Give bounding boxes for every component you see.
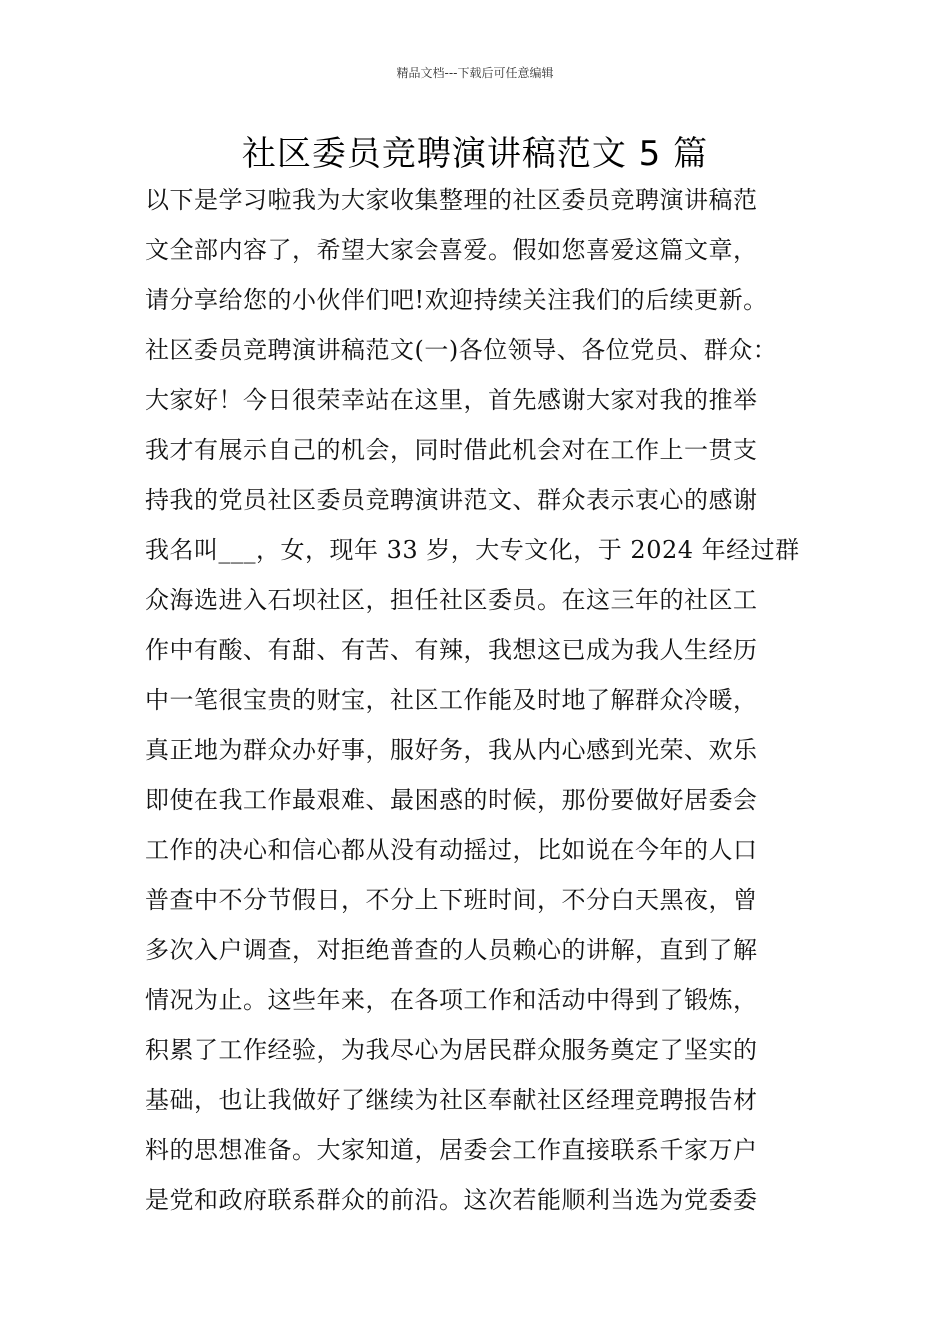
- body-line: 文全部内容了，希望大家会喜爱。假如您喜爱这篇文章，: [145, 236, 758, 264]
- document-body: [145, 178, 810, 1228]
- body-line: 即使在我工作最艰难、最困惑的时候，那份要做好居委会: [145, 786, 758, 814]
- body-line: 请分享给您的小伙伴们吧!欢迎持续关注我们的后续更新。: [145, 286, 768, 314]
- body-line: 多次入户调查，对拒绝普查的人员赖心的讲解，直到了解: [145, 936, 758, 964]
- body-line: 工作的决心和信心都从没有动摇过，比如说在今年的人口: [145, 836, 758, 864]
- body-line: 中一笔很宝贵的财宝，社区工作能及时地了解群众冷暖，: [145, 686, 758, 714]
- body-line: 情况为止。这些年来，在各项工作和活动中得到了锻炼，: [145, 986, 758, 1014]
- body-line: 社区委员竞聘演讲稿范文(一)各位领导、各位党员、群众：: [145, 336, 778, 364]
- body-line: 普查中不分节假日，不分上下班时间，不分白天黑夜，曾: [145, 886, 758, 914]
- body-line: 我才有展示自己的机会，同时借此机会对在工作上一贯支: [145, 436, 758, 464]
- body-line: 基础，也让我做好了继续为社区奉献社区经理竞聘报告材: [145, 1086, 758, 1114]
- body-line: 持我的党员社区委员竞聘演讲范文、群众表示衷心的感谢: [145, 486, 758, 514]
- body-line: 作中有酸、有甜、有苦、有辣，我想这已成为我人生经历: [145, 636, 758, 664]
- body-line: 是党和政府联系群众的前沿。这次若能顺利当选为党委委: [145, 1186, 758, 1214]
- header-note: 精品文档---下载后可任意编辑: [396, 66, 554, 80]
- body-line: 众海选进入石坝社区，担任社区委员。在这三年的社区工: [145, 586, 758, 614]
- body-line: 以下是学习啦我为大家收集整理的社区委员竞聘演讲稿范: [145, 186, 758, 214]
- body-line: 积累了工作经验，为我尽心为居民群众服务奠定了坚实的: [145, 1036, 758, 1064]
- body-line: 料的思想准备。大家知道，居委会工作直接联系千家万户: [145, 1136, 758, 1164]
- document-title: 社区委员竞聘演讲稿范文 5 篇: [241, 134, 709, 174]
- body-line: 真正地为群众办好事，服好务，我从内心感到光荣、欢乐: [145, 736, 758, 764]
- body-line: 大家好！今日很荣幸站在这里，首先感谢大家对我的推举: [145, 386, 758, 414]
- body-line: 我名叫___，女，现年 33 岁，大专文化，于 2024 年经过群: [145, 536, 800, 564]
